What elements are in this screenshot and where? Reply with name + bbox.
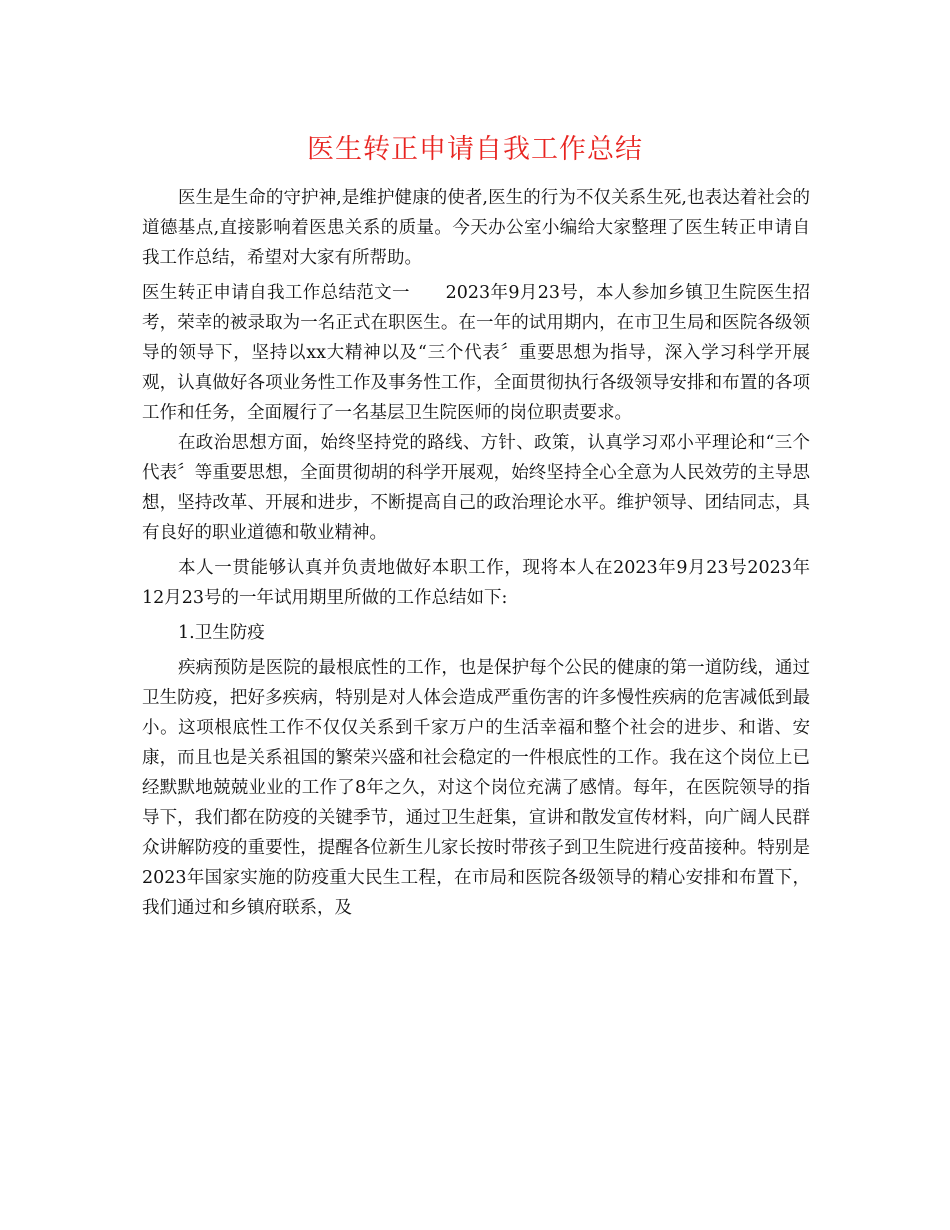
paragraph-work-summary: 本人一贯能够认真并负责地做好本职工作，现将本人在2023年9月23号2023年12月23号的一年试用期里所做的工作总结如下: bbox=[142, 558, 810, 608]
paragraph-sample-one: 医生转正申请自我工作总结范文一 2023年9月23号，本人参加乡镇卫生院医生招考，荣幸的被录取为一名正式在职医生。在一年的试用期内，在市卫生局和医院各级领导的领导下，坚持以xx大精神以及“三个代表〞重要思想为指导，深入学习科学开展观，认真做好各项业务性工作及事务性工作，全面贯彻执行各级领导安排和布置的各项工作和任务，全面履行了一名基层卫生院医师的岗位职责要求。 bbox=[142, 283, 810, 423]
paragraph-intro: 医生是生命的守护神,是维护健康的使者,医生的行为不仅关系生死,也表达着社会的道德基点,直接影响着医患关系的质量。今天办公室小编给大家整理了医生转正申请自我工作总结，希望对大家有所帮助。 bbox=[142, 188, 810, 268]
paragraph-epidemic-prevention: 疾病预防是医院的最根底性的工作，也是保护每个公民的健康的第一道防线，通过卫生防疫，把好多疾病，特别是对人体会造成严重伤害的许多慢性疾病的危害减低到最小。这项根底性工作不仅仅关系到千家万户的生活幸福和整个社会的进步、和谐、安康，而且也是关系祖国的繁荣兴盛和社会稳定的一件根底性的工作。我在这个岗位上已经默默地兢兢业业的工作了8年之久，对这个岗位充满了感情。每年，在医院领导的指导下，我们都在防疫的关键季节，通过卫生赶集，宣讲和散发宣传材料，向广阔人民群众讲解防疫的重要性，提醒各位新生儿家长按时带孩子到卫生院进行疫苗接种。特别是2023年国家实施的防疫重大民生工程，在市局和医院各级领导的精心安排和布置下，我们通过和乡镇府联系，及 bbox=[142, 658, 810, 918]
section-heading-epidemic-prevention: 1.卫生防疫 bbox=[178, 623, 265, 643]
document-body bbox=[142, 183, 810, 928]
document-title: 医生转正申请自我工作总结 bbox=[307, 134, 643, 165]
paragraph-political: 在政治思想方面，始终坚持党的路线、方针、政策，认真学习邓小平理论和“三个代表〞等重要思想，全面贯彻胡的科学开展观，始终坚持全心全意为人民效劳的主导思想，坚持改革、开展和进步，不断提高自己的政治理论水平。维护领导、团结同志，具有良好的职业道德和敬业精神。 bbox=[142, 433, 810, 543]
